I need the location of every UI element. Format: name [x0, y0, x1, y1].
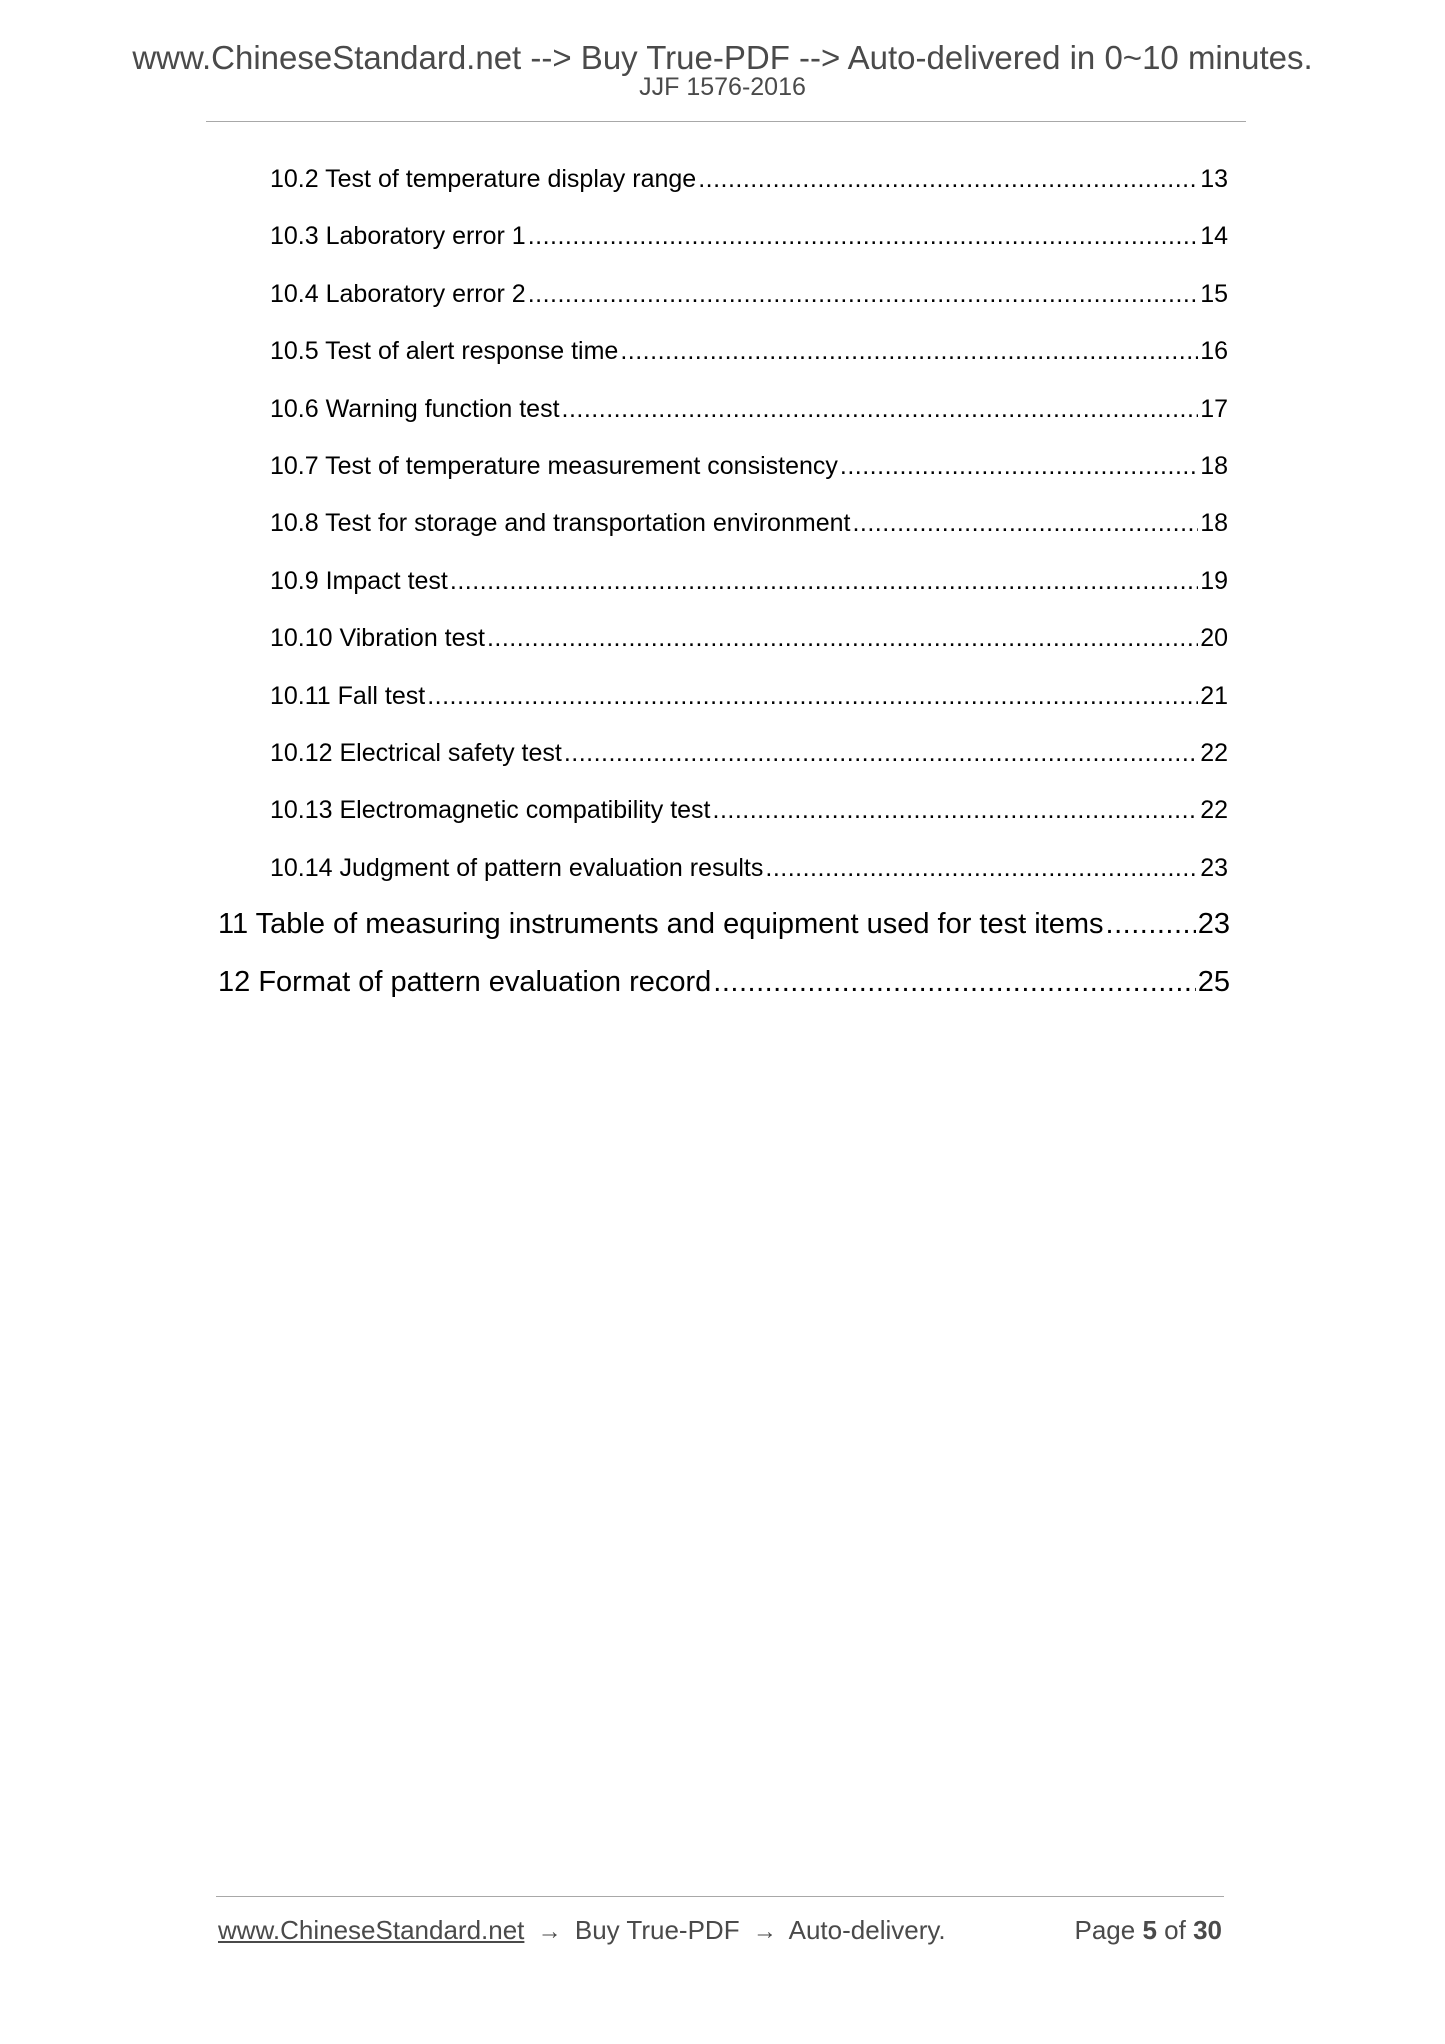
toc-entry-title: 10.3 Laboratory error 1 [270, 222, 526, 251]
toc-entry-title: 10.14 Judgment of pattern evaluation results [270, 853, 764, 882]
toc-entry-page: 13 [1200, 165, 1228, 193]
toc-entry-title: 10.9 Impact test [270, 566, 448, 595]
toc-entry[interactable] [270, 509, 1228, 549]
toc-dot-leader [528, 280, 1198, 309]
toc-entry[interactable] [270, 854, 1228, 894]
toc-dot-leader [713, 796, 1199, 825]
toc-dot-leader [427, 682, 1198, 711]
website-link[interactable]: www.ChineseStandard.net [218, 1915, 525, 1945]
footer-divider [216, 1896, 1224, 1897]
toc-entry-title: 10.12 Electrical safety test [270, 739, 562, 767]
toc-entry-page: 20 [1200, 624, 1228, 653]
of-label: of [1164, 1915, 1186, 1945]
toc-entry[interactable] [270, 395, 1228, 435]
toc-dot-leader [528, 222, 1198, 251]
toc-dot-leader [840, 452, 1198, 481]
toc-entry-page: 23 [1197, 908, 1230, 941]
toc-entry-page: 25 [1197, 965, 1230, 998]
buy-pdf-text: Buy True-PDF [574, 1915, 740, 1945]
footer-left [218, 1913, 946, 1949]
document-code: JJF 1576-2016 [639, 73, 806, 101]
page-label: Page [1074, 1915, 1136, 1945]
page-number: 5 [1142, 1915, 1157, 1945]
toc-dot-leader [620, 337, 1198, 366]
toc-entry-title: 10.13 Electromagnetic compatibility test [270, 796, 711, 825]
toc-entry-title: 10.8 Test for storage and transportation environment [270, 509, 851, 538]
toc-entry-title: 12 Format of pattern evaluation record [218, 965, 712, 998]
toc-entry[interactable] [270, 222, 1228, 262]
toc-dot-leader [1106, 908, 1196, 941]
toc-entry[interactable] [270, 567, 1228, 607]
page-indicator [1074, 1913, 1222, 1947]
toc-entry[interactable] [270, 452, 1228, 492]
toc-dot-leader [698, 165, 1198, 194]
toc-entry[interactable] [270, 739, 1228, 779]
arrow-right-icon: → [752, 1918, 777, 1945]
toc-entry-title: 10.7 Test of temperature measurement consistency [270, 452, 838, 480]
toc-entry-title: 10.4 Laboratory error 2 [270, 279, 526, 308]
toc-entry-title: 10.5 Test of alert response time [270, 337, 619, 366]
toc-entry-page: 22 [1200, 739, 1228, 767]
toc-entry-title: 10.6 Warning function test [270, 394, 560, 423]
toc-entry-page: 18 [1200, 509, 1228, 538]
toc-entry-page: 22 [1200, 796, 1228, 825]
toc-entry-page: 15 [1200, 279, 1228, 308]
toc-entry[interactable] [218, 966, 1230, 1010]
toc-entry[interactable] [270, 682, 1228, 722]
toc-entry-page: 21 [1200, 681, 1228, 710]
toc-entry-title: 10.11 Fall test [270, 681, 426, 710]
arrow-right-icon: → [537, 1918, 562, 1945]
toc-entry-page: 18 [1200, 452, 1228, 480]
toc-entry-page: 17 [1200, 394, 1228, 423]
toc-dot-leader [450, 567, 1198, 596]
toc-entry-page: 23 [1200, 853, 1228, 882]
toc-entry[interactable] [270, 337, 1228, 377]
toc-dot-leader [564, 739, 1198, 768]
top-banner: www.ChineseStandard.net --> Buy True-PDF --> Auto-delivered in 0~10 minutes. [132, 39, 1313, 76]
toc-entry-title: 10.2 Test of temperature display range [270, 165, 697, 193]
toc-entry[interactable] [270, 165, 1228, 205]
toc-dot-leader [852, 509, 1198, 538]
toc-entry[interactable] [270, 624, 1228, 664]
toc-entry[interactable] [270, 280, 1228, 320]
toc-entry[interactable] [218, 908, 1230, 952]
auto-delivery-text: Auto-delivery. [788, 1915, 946, 1945]
toc-entry-title: 10.10 Vibration test [270, 624, 485, 653]
toc-dot-leader [765, 854, 1198, 883]
toc-dot-leader [713, 966, 1195, 999]
toc-entry-page: 14 [1200, 222, 1228, 251]
toc-entry-page: 19 [1200, 566, 1228, 595]
total-pages: 30 [1193, 1915, 1222, 1945]
toc-entry-page: 16 [1200, 337, 1228, 366]
toc-dot-leader [487, 624, 1198, 653]
toc-entry[interactable] [270, 796, 1228, 836]
toc-dot-leader [562, 395, 1199, 424]
toc-entry-title: 11 Table of measuring instruments and equipment used for test items [218, 908, 1104, 941]
